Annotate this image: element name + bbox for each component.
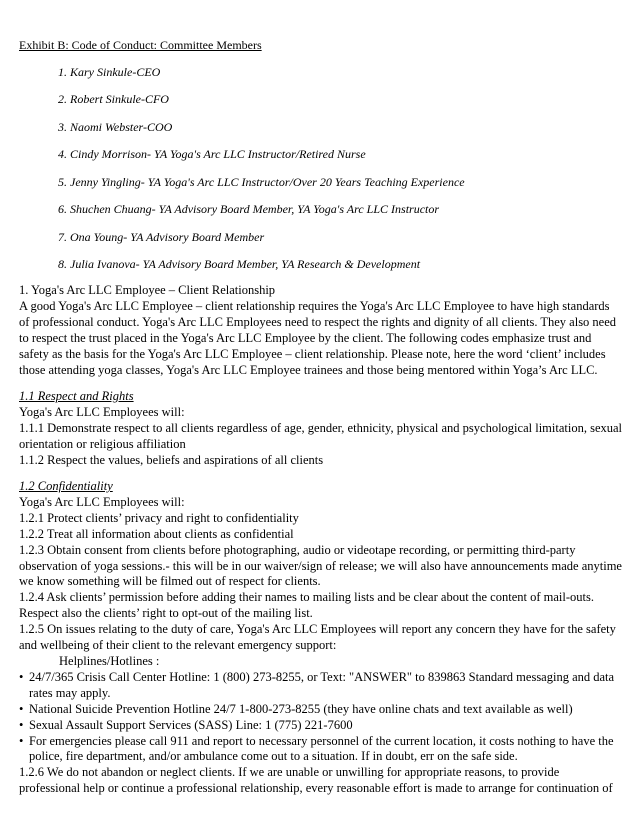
exhibit-title: Exhibit B: Code of Conduct: Committee Members <box>19 38 262 52</box>
member-item: 1. Kary Sinkule-CEO <box>58 65 161 79</box>
member-item: 5. Jenny Yingling- YA Yoga's Arc LLC Instructor/Over 20 Years Teaching Experience <box>58 175 465 189</box>
clause-item: 1.2.2 Treat all information about clients as confidential <box>19 526 294 541</box>
clause-item: 1.2.5 On issues relating to the duty of care, Yoga's Arc LLC Employees will report any concern they have for the safety and wellbeing of their client to the relevant emergency support: <box>19 622 616 653</box>
helpline-bullet: • National Suicide Prevention Hotline 24/7 1-800-273-8255 (they have online chats and text available as well) <box>19 702 623 718</box>
clause-item: 1.1.1 Demonstrate respect to all clients regardless of age, gender, ethnicity, physical and psychological limitation, sexual orientation or religious affiliation <box>19 420 623 451</box>
section-1-1 <box>19 389 623 469</box>
subsection-heading: 1.1 Respect and Rights <box>19 389 134 403</box>
subsection-lead: Yoga's Arc LLC Employees will: <box>19 494 185 509</box>
section-intro: A good Yoga's Arc LLC Employee – client relationship requires the Yoga's Arc LLC Employee to have high standards of professional conduct. Yoga's Arc LLC Employees need to respect the rights and dignity of all clients. They also need to respect the trust placed in the Yoga's Arc LLC Employee by the client. The following codes emphasize trust and safety as the basis for the Yoga's Arc LLC Employee – client relationship. Please note, here the word ‘client’ includes those attending yoga classes, Yoga's Arc LLC Employee trainees and those being mentored within Yoga’s Arc LLC. <box>19 298 617 377</box>
member-item: 8. Julia Ivanova- YA Advisory Board Member, YA Research & Development <box>58 257 421 271</box>
section-heading: 1. Yoga's Arc LLC Employee – Client Relationship <box>19 283 276 297</box>
member-item: 7. Ona Young- YA Advisory Board Member <box>58 230 265 244</box>
member-item: 2. Robert Sinkule-CFO <box>58 92 169 106</box>
clause-item: 1.2.3 Obtain consent from clients before photographing, audio or videotape recording, or permitting third-party observation of yoga sessions.- this will be in our waiver/sign of release; we will also have announcements made anytime we know something will be filmed out of respect for clients. <box>19 542 622 589</box>
helpline-bullet: • Sexual Assault Support Services (SASS) Line: 1 (775) 221-7600 <box>19 718 623 734</box>
clause-item: 1.2.1 Protect clients’ privacy and right to confidentiality <box>19 510 299 525</box>
subsection-lead: Yoga's Arc LLC Employees will: <box>19 404 185 419</box>
section-1-2 <box>19 479 623 797</box>
section-1 <box>19 283 623 378</box>
clause-item: 1.1.2 Respect the values, beliefs and aspirations of all clients <box>19 452 324 467</box>
clause-item: 1.2.4 Ask clients’ permission before adding their names to mailing lists and be clear about the content of mail-outs. Respect also the clients’ right to opt-out of the mailing list. <box>19 590 594 621</box>
member-item: 6. Shuchen Chuang- YA Advisory Board Member, YA Yoga's Arc LLC Instructor <box>58 202 440 216</box>
helpline-bullet: • For emergencies please call 911 and report to necessary personnel of the current location, it costs nothing to have the police, fire department, and/or ambulance come out to a situation. If in doubt, err on the safe side. <box>19 734 623 766</box>
subsection-heading: 1.2 Confidentiality <box>19 479 113 493</box>
helplines-label: Helplines/Hotlines : <box>59 653 160 668</box>
clause-item: 1.2.6 We do not abandon or neglect clients. If we are unable or unwilling for appropriate reasons, to provide professional help or continue a professional relationship, every reasonable effort is made to arrange for continuation of <box>19 765 613 796</box>
member-item: 3. Naomi Webster-COO <box>58 120 173 134</box>
member-item: 4. Cindy Morrison- YA Yoga's Arc LLC Instructor/Retired Nurse <box>58 147 366 161</box>
helpline-bullet: • 24/7/365 Crisis Call Center Hotline: 1 (800) 273-8255, or Text: "ANSWER" to 839863 Standard messaging and data rates may apply. <box>19 670 623 702</box>
